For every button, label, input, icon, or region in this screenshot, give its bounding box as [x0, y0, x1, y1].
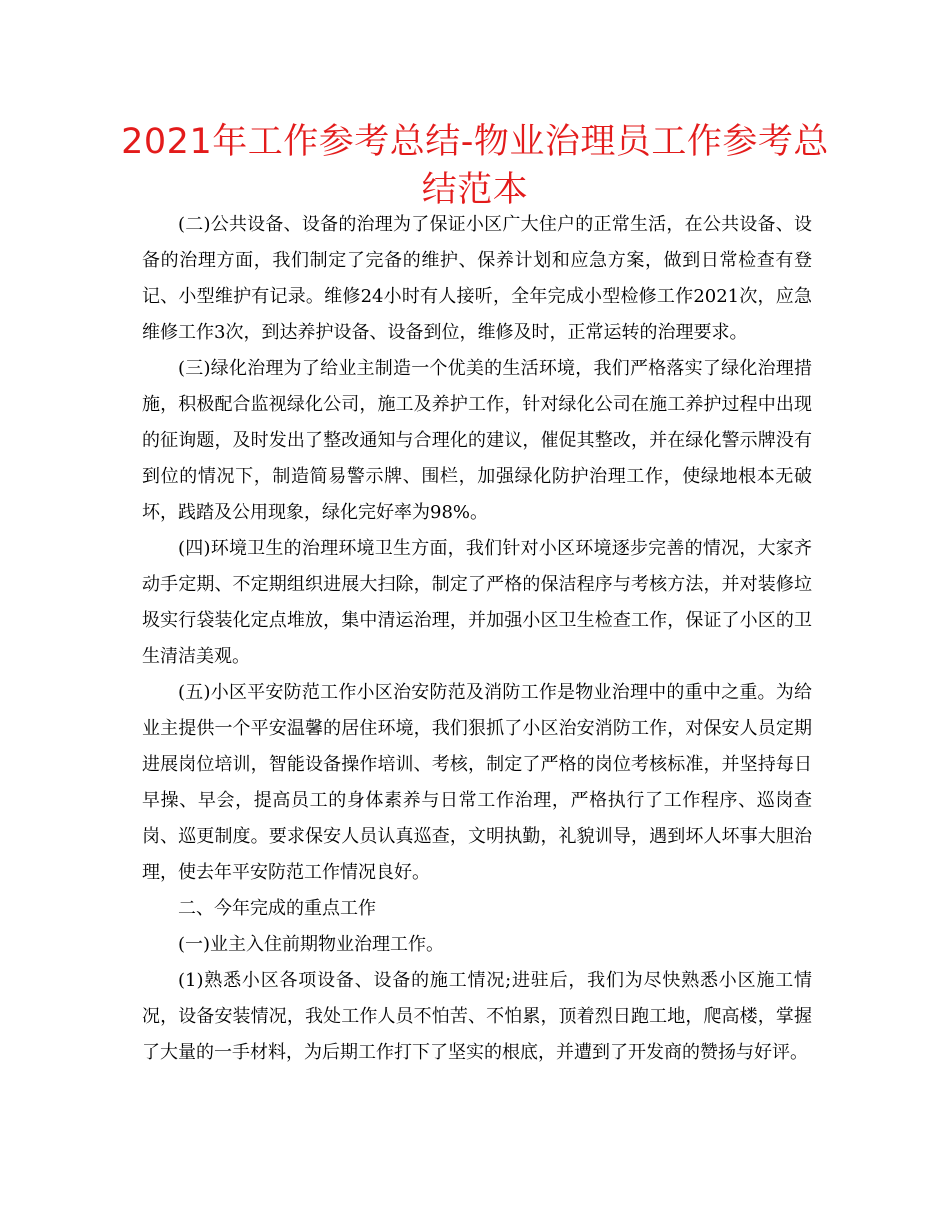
paragraph-familiarize-facilities: (1)熟悉小区各项设备、设备的施工情况;进驻后，我们为尽快熟悉小区施工情况，设备安装情况，我处工作人员不怕苦、不怕累，顶着烈日跑工地，爬高楼，掌握了大量的一手材料，为后期工作打下了坚实的根底，并遭到了开发商的赞扬与好评。: [142, 970, 812, 1063]
paragraph-public-facilities: (二)公共设备、设备的治理为了保证小区广大住户的正常生活，在公共设备、设备的治理方面，我们制定了完备的维护、保养计划和应急方案，做到日常检查有登记、小型维护有记录。维修24小时有人接听，全年完成小型检修工作2021次，应急维修工作3次，到达养护设备、设备到位，维修及时，正常运转的治理要求。: [142, 214, 812, 343]
paragraph-safety-prevention: (五)小区平安防范工作小区治安防范及消防工作是物业治理中的重中之重。为给业主提供一个平安温馨的居住环境，我们狠抓了小区治安消防工作，对保安人员定期进展岗位培训，智能设备操作培训、考核，制定了严格的岗位考核标准，并坚持每日早操、早会，提高员工的身体素养与日常工作治理，严格执行了工作程序、巡岗查岗、巡更制度。要求保安人员认真巡查，文明执勤，礼貌训导，遇到坏人坏事大胆治理，使去年平安防范工作情况良好。: [142, 682, 812, 883]
subsection-heading-pre-occupancy: (一)业主入住前期物业治理工作。: [178, 934, 445, 955]
document-body: [142, 207, 812, 1071]
document-title: 2021年工作参考总结-物业治理员工作参考总结范本: [121, 122, 829, 210]
paragraph-greening: (三)绿化治理为了给业主制造一个优美的生活环境，我们严格落实了绿化治理措施，积极配合监视绿化公司，施工及养护工作，针对绿化公司在施工养护过程中出现的征询题，及时发出了整改通知与合理化的建议，催促其整改，并在绿化警示牌没有到位的情况下，制造简易警示牌、围栏，加强绿化防护治理工作，使绿地根本无破坏，践踏及公用现象，绿化完好率为98%。: [142, 358, 812, 523]
paragraph-environment-hygiene: (四)环境卫生的治理环境卫生方面，我们针对小区环境逐步完善的情况，大家齐动手定期、不定期组织进展大扫除，制定了严格的保洁程序与考核方法，并对装修垃圾实行袋装化定点堆放，集中清运治理，并加强小区卫生检查工作，保证了小区的卫生清洁美观。: [142, 538, 812, 667]
section-heading-key-work: 二、今年完成的重点工作: [178, 898, 376, 919]
